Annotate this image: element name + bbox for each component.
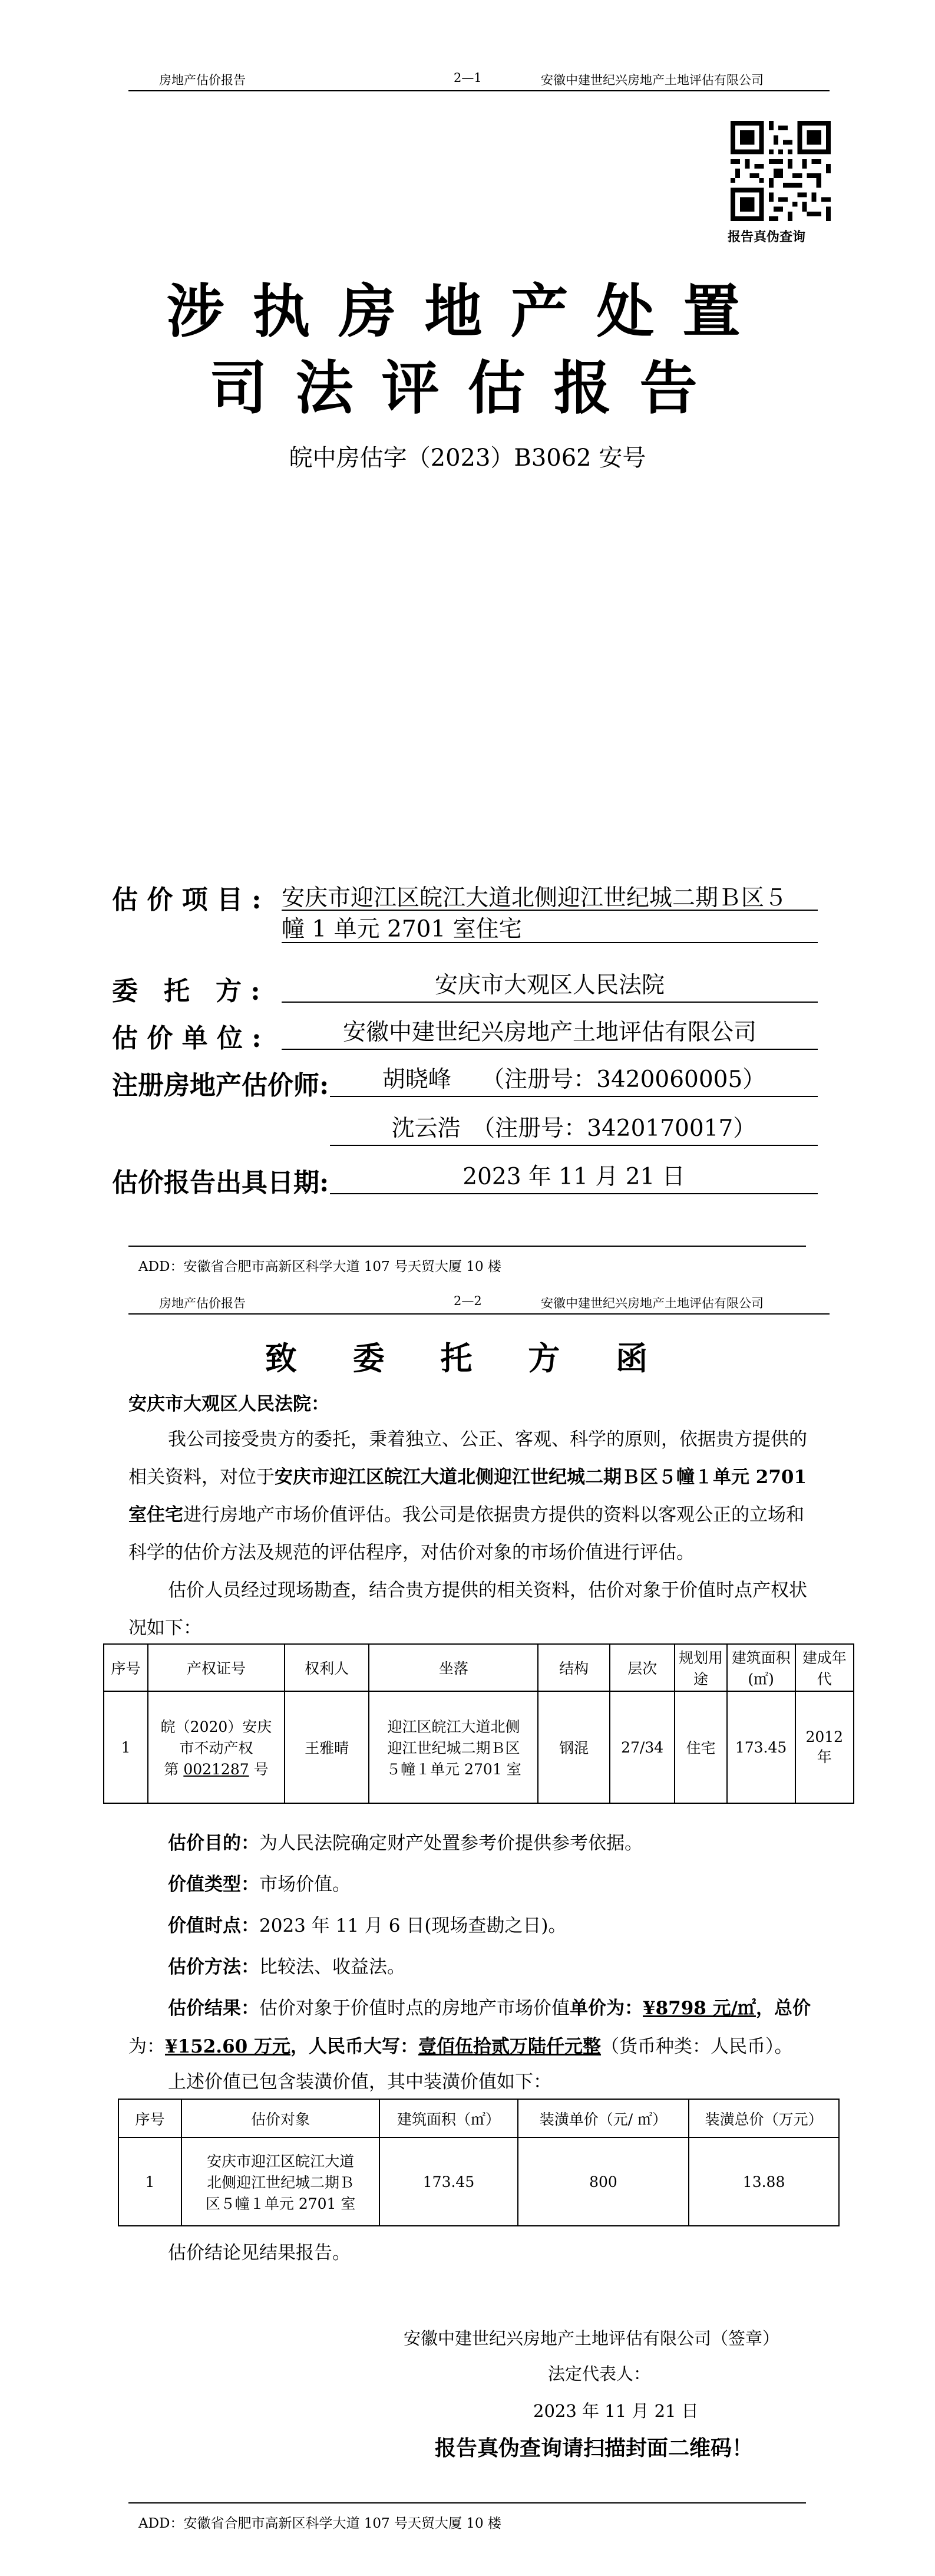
cell-cert: [148, 1691, 285, 1803]
th-year: 建成年代: [795, 1644, 854, 1691]
year-line1: 2012: [805, 1728, 844, 1745]
result-currency: （货币种类：人民币）。: [601, 2036, 793, 2057]
page2-header-right: 安徽中建世纪兴房地产土地评估有限公司: [541, 1296, 764, 1310]
type-value: 市场价值。: [259, 1874, 351, 1895]
qr-code[interactable]: [731, 121, 831, 221]
th-area: 建筑面积(㎡): [727, 1644, 795, 1691]
letter-title: 致 委 托 方 函: [265, 1339, 670, 1377]
page1-footer-rule: [128, 1246, 806, 1247]
unit-label: 估 价 单 位 :: [112, 1023, 262, 1053]
report-title-line2: 司法评估报告: [209, 354, 726, 422]
th-owner: 权利人: [285, 1644, 369, 1691]
project-label: 估 价 项 目 :: [112, 885, 262, 915]
sign-date: 2023 年 11 月 21 日: [533, 2401, 699, 2421]
date-value: 2023 年 11 月 21 日: [330, 1161, 818, 1194]
purpose-label: 估价目的：: [168, 1833, 259, 1854]
type-label: 价值类型：: [168, 1874, 259, 1895]
t2-th-object: 估价对象: [181, 2099, 379, 2137]
page2-footer-rule: [128, 2502, 806, 2503]
qr-code-icon: [731, 121, 831, 221]
appraiser-1: 胡晓峰 （注册号：3420060005）: [330, 1064, 818, 1097]
page1-header-right: 安徽中建世纪兴房地产土地评估有限公司: [541, 73, 764, 87]
appraiser-label: 注册房地产估价师:: [112, 1070, 329, 1101]
result-label: 估价结果：: [168, 1998, 259, 2019]
table-row: [118, 2137, 839, 2226]
object-line3: 区５幢１单元 2701 室: [205, 2195, 356, 2212]
page2-header-page-number: 2—2: [454, 1294, 482, 1308]
method-label: 估价方法：: [168, 1956, 259, 1978]
client-label: 委 托 方 :: [112, 976, 260, 1006]
result-text-2: 为：: [128, 2036, 165, 2057]
t2-th-total: 装潢总价（万元）: [689, 2099, 839, 2137]
cell-no: 1: [104, 1691, 148, 1803]
page2-header-rule: [128, 1313, 830, 1315]
th-floor: 层次: [610, 1644, 675, 1691]
page1-header-rule: [128, 90, 830, 91]
cell-structure: 钢混: [538, 1691, 609, 1803]
project-value-line1: 安庆市迎江区皖江大道北侧迎江世纪城二期Ｂ区５: [282, 885, 788, 911]
time-label: 价值时点：: [168, 1915, 259, 1936]
date-label: 估价报告出具日期:: [112, 1168, 329, 1198]
result-text-1: 估价对象于价值时点的房地产市场价值: [259, 1998, 570, 2019]
th-location: 坐落: [369, 1644, 538, 1691]
property-address-bold: 安庆市迎江区皖江大道北侧迎江世纪城二期Ｂ区５幢１单元 2701: [275, 1467, 807, 1488]
t2-cell-unit: 800: [518, 2137, 689, 2226]
th-cert: 产权证号: [148, 1644, 285, 1691]
property-address-bold-2: 室住宅: [128, 1504, 183, 1526]
t2-th-area: 建筑面积（㎡）: [379, 2099, 517, 2137]
para1-line4: 科学的估价方法及规范的评估程序，对估价对象的市场价值进行评估。: [128, 1542, 695, 1563]
result-unit-label: 单价为：: [570, 1998, 643, 2019]
sign-company: 安徽中建世纪兴房地产土地评估有限公司（签章）: [404, 2328, 780, 2348]
t2-cell-total: 13.88: [689, 2137, 839, 2226]
object-line2: 北侧迎江世纪城二期Ｂ: [207, 2174, 355, 2191]
th-structure: 结构: [538, 1644, 609, 1691]
th-no: 序号: [104, 1644, 148, 1691]
cert-suffix: 号: [249, 1761, 269, 1778]
t2-th-no: 序号: [118, 2099, 181, 2137]
para2-line1: 估价人员经过现场勘查，结合贵方提供的相关资料，估价对象于价值时点产权状: [168, 1580, 807, 1601]
unit-value: 安徽中建世纪兴房地产土地评估有限公司: [282, 1017, 818, 1050]
para2-line2: 况如下：: [128, 1618, 201, 1639]
cell-owner: 王雅晴: [285, 1691, 369, 1803]
decor-intro: 上述价值已包含装潢价值，其中装潢价值如下：: [168, 2071, 551, 2093]
purpose-value: 为人民法院确定财产处置参考价提供参考依据。: [259, 1833, 643, 1854]
report-number: 皖中房估字（2023）B3062 安号: [289, 444, 646, 472]
qr-notice: 报告真伪查询请扫描封面二维码！: [435, 2436, 754, 2460]
decoration-table: [118, 2099, 840, 2226]
client-value: 安庆市大观区人民法院: [282, 970, 818, 1003]
para1-line2-text: 相关资料，对位于: [128, 1467, 275, 1488]
property-table: [103, 1643, 854, 1804]
result-upper: 壹佰伍拾贰万陆仟元整: [418, 2036, 602, 2057]
project-underline-1: [282, 910, 818, 911]
page1-header-left: 房地产估价报告: [159, 73, 246, 87]
cell-use: 住宅: [675, 1691, 726, 1803]
page2-header-left: 房地产估价报告: [159, 1296, 246, 1310]
th-use: 规划用途: [675, 1644, 726, 1691]
result-total-label: ，总价: [755, 1998, 811, 2019]
cert-prefix: 第: [164, 1761, 184, 1778]
result-total: ¥152.60 万元: [165, 2036, 291, 2057]
conclusion: 估价结论见结果报告。: [168, 2242, 351, 2264]
t2-cell-area: 173.45: [379, 2137, 517, 2226]
result-unit-price: ¥8798 元/㎡: [643, 1998, 756, 2019]
page2-address: ADD：安徽省合肥市高新区科学大道 107 号天贸大厦 10 楼: [138, 2516, 501, 2531]
cert-line2: 市不动产权: [179, 1740, 253, 1757]
year-line2: 年: [817, 1748, 832, 1765]
para1-line1: 我公司接受贵方的委托，秉着独立、公正、客观、科学的原则，依据贵方提供的: [168, 1429, 807, 1450]
salutation: 安庆市大观区人民法院：: [128, 1394, 329, 1415]
cert-number: 0021287: [183, 1761, 249, 1778]
page1-header-page-number: 2—1: [454, 71, 482, 85]
location-line1: 迎江区皖江大道北侧: [387, 1718, 520, 1735]
t2-cell-no: 1: [118, 2137, 181, 2226]
project-underline-2: [282, 942, 818, 943]
location-line2: 迎江世纪城二期Ｂ区: [387, 1740, 520, 1757]
t2-th-unit: 装潢单价（元/ ㎡）: [518, 2099, 689, 2137]
object-line1: 安庆市迎江区皖江大道: [207, 2153, 355, 2170]
cell-location: [369, 1691, 538, 1803]
location-line3: ５幢１单元 2701 室: [386, 1761, 521, 1778]
time-value: 2023 年 11 月 6 日(现场查勘之日)。: [259, 1915, 567, 1936]
table-row: [104, 1691, 854, 1803]
page1-address: ADD：安徽省合肥市高新区科学大道 107 号天贸大厦 10 楼: [138, 1259, 501, 1274]
method-value: 比较法、收益法。: [259, 1956, 405, 1978]
t2-cell-object: [181, 2137, 379, 2226]
para1-line3-text: 进行房地产市场价值评估。我公司是依据贵方提供的资料以客观公正的立场和: [183, 1504, 804, 1526]
sign-representative: 法定代表人：: [548, 2364, 651, 2384]
cert-line1: 皖（2020）安庆: [160, 1718, 272, 1735]
project-value-line2: 幢 1 单元 2701 室住宅: [282, 916, 522, 943]
cell-floor: 27/34: [610, 1691, 675, 1803]
appraiser-2: 沈云浩 （注册号：3420170017）: [330, 1113, 818, 1146]
result-upper-label: ，人民币大写：: [290, 2036, 419, 2057]
cell-year: [795, 1691, 854, 1803]
report-title-line1: 涉执房地产处置: [166, 278, 769, 345]
cell-area: 173.45: [727, 1691, 795, 1803]
qr-caption: 报告真伪查询: [728, 229, 806, 245]
